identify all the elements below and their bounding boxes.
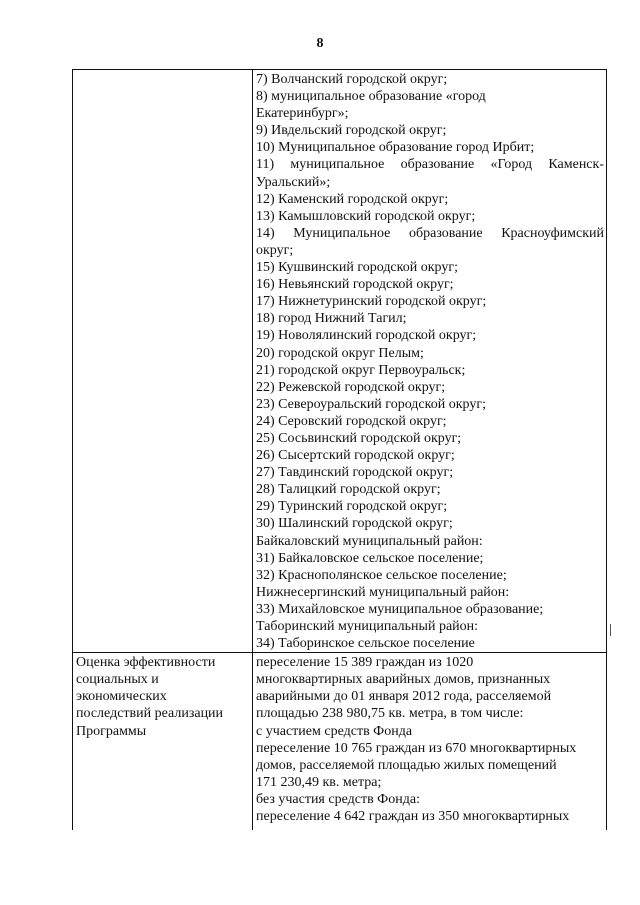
list-item: 27) Тавдинский городской округ; — [256, 465, 454, 481]
list-item: 12) Каменский городской округ; — [256, 191, 449, 207]
list-item: 18) город Нижний Тагил; — [256, 311, 407, 327]
label-line: Программы — [76, 723, 147, 739]
list-item: 11) муниципальное образование «Город Каменск- — [256, 157, 604, 173]
list-item: 17) Нижнетуринский городской округ; — [256, 294, 487, 310]
evaluation-label-cell — [73, 653, 253, 831]
list-item: 7) Волчанский городской округ; — [256, 72, 448, 87]
list-item: 33) Михайловское муниципальное образование; — [256, 601, 544, 617]
list-item: 25) Сосьвинский городской округ; — [256, 430, 462, 446]
list-item: 26) Сысертский городской округ; — [256, 448, 455, 464]
text-line: без участия средств Фонда: — [256, 791, 420, 807]
list-item: 21) городской округ Первоуральск; — [256, 362, 466, 378]
text-line: переселение 4 642 граждан из 350 многоквартирных — [256, 809, 570, 825]
text-line: 171 230,49 кв. метра; — [256, 774, 382, 790]
list-item: 32) Краснополянское сельское поселение; — [256, 567, 507, 583]
list-item: 16) Невьянский городской округ; — [256, 277, 454, 293]
text-line: переселение 10 765 граждан из 670 многоквартирных — [256, 740, 577, 756]
evaluation-text — [256, 654, 604, 830]
row1-left-cell — [73, 70, 253, 653]
list-item: 31) Байкаловское сельское поселение; — [256, 550, 484, 566]
text-line: многоквартирных аварийных домов, признанных — [256, 672, 551, 688]
list-item: округ; — [256, 242, 294, 258]
text-line: домов, расселяемой площадью жилых помещений — [256, 757, 557, 773]
list-item: Уральский»; — [256, 174, 331, 190]
list-item: 34) Таборинское сельское поселение — [256, 636, 475, 652]
evaluation-text-cell — [253, 653, 607, 831]
list-item: 13) Камышловский городской округ; — [256, 208, 476, 224]
label-line: последствий реализации — [76, 706, 224, 722]
list-item: 29) Туринский городской округ; — [256, 499, 448, 515]
list-item: 22) Режевской городской округ; — [256, 379, 446, 395]
list-item: Байкаловский муниципальный район: — [256, 533, 483, 549]
list-item: 9) Ивдельский городской округ; — [256, 123, 447, 139]
list-item: Нижнесергинский муниципальный район: — [256, 584, 510, 600]
label-line: социальных и — [76, 672, 159, 688]
label-line: Оценка эффективности — [76, 655, 216, 671]
municipalities-list — [256, 71, 604, 652]
text-line: переселение 15 389 граждан из 1020 — [256, 655, 474, 671]
text-line: с участием средств Фонда — [256, 723, 413, 739]
table-row — [73, 70, 607, 653]
text-line: аварийными до 01 января 2012 года, расселяемой — [256, 689, 552, 705]
list-item: 23) Североуральский городской округ; — [256, 396, 486, 412]
table-row — [73, 653, 607, 831]
program-table — [72, 69, 607, 830]
list-item: Екатеринбург»; — [256, 106, 349, 122]
evaluation-label — [76, 654, 250, 739]
list-item: 30) Шалинский городской округ; — [256, 516, 453, 532]
page-number: 8 — [316, 36, 324, 51]
list-item: 24) Серовский городской округ; — [256, 413, 447, 429]
list-item: Таборинский муниципальный район: — [256, 619, 479, 634]
list-item: 15) Кушвинский городской округ; — [256, 260, 458, 276]
list-item: 10) Муниципальное образование город Ирбит; — [256, 140, 535, 156]
municipalities-list-cell — [253, 70, 607, 653]
list-item: 20) городской округ Пелым; — [256, 345, 424, 361]
label-line: экономических — [76, 689, 167, 705]
margin-mark — [610, 624, 611, 636]
list-item: 19) Новолялинский городской округ; — [256, 328, 477, 344]
list-item: 28) Талицкий городской округ; — [256, 482, 441, 498]
list-item: 8) муниципальное образование «город — [256, 89, 486, 105]
list-item: 14) Муниципальное образование Красноуфимский — [256, 225, 604, 241]
text-line: площадью 238 980,75 кв. метра, в том числе: — [256, 706, 524, 722]
